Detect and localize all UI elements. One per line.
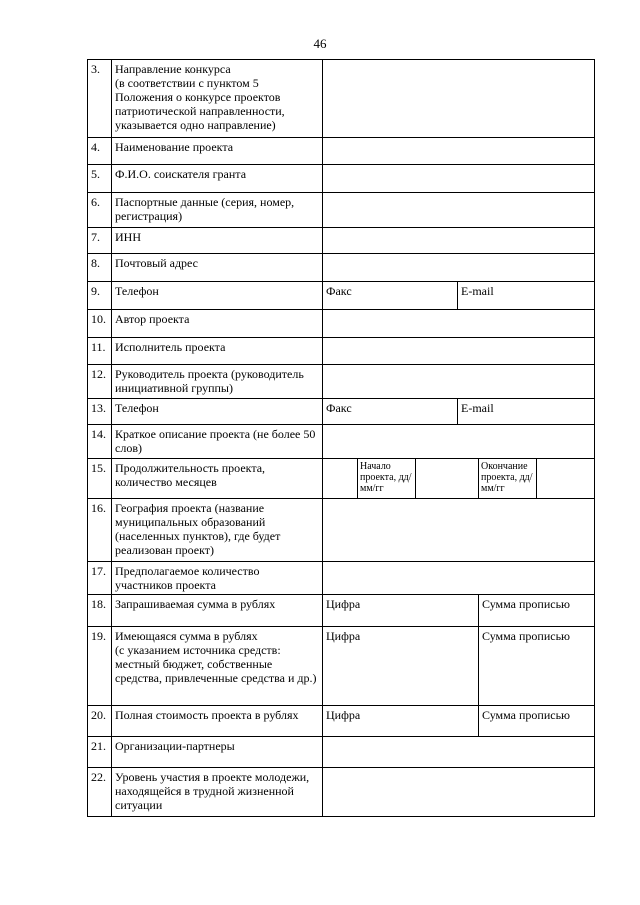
value-cell[interactable] <box>323 165 595 193</box>
row-number: 16. <box>88 499 112 562</box>
row-label: Продолжительность проекта, количество месяцев <box>112 459 323 499</box>
words-cell[interactable]: Сумма прописью <box>479 627 595 706</box>
row-label: ИНН <box>112 228 323 254</box>
value-cell[interactable] <box>323 138 595 165</box>
table-row <box>88 193 595 228</box>
value-cell[interactable] <box>323 425 595 459</box>
table-row <box>88 768 595 817</box>
row-number: 9. <box>88 282 112 310</box>
row-label: Краткое описание проекта (не более 50 слов) <box>112 425 323 459</box>
row-label: Телефон <box>112 282 323 310</box>
table-row <box>88 310 595 338</box>
row-label: Ф.И.О. соискателя гранта <box>112 165 323 193</box>
words-cell[interactable]: Сумма прописью <box>479 706 595 737</box>
fax-cell[interactable]: Факс <box>323 399 458 425</box>
value-cell[interactable] <box>416 459 479 499</box>
page-number: 46 <box>313 36 327 51</box>
row-number: 14. <box>88 425 112 459</box>
row-number: 12. <box>88 365 112 399</box>
email-cell[interactable]: E-mail <box>458 399 595 425</box>
row-number: 15. <box>88 459 112 499</box>
table-row <box>88 627 595 706</box>
value-cell[interactable] <box>537 459 595 499</box>
table-row <box>88 60 595 138</box>
value-cell[interactable] <box>323 310 595 338</box>
row-label: Наименование проекта <box>112 138 323 165</box>
value-cell[interactable] <box>323 365 595 399</box>
row-number: 10. <box>88 310 112 338</box>
row-label: Паспортные данные (серия, номер, регистрация) <box>112 193 323 228</box>
words-cell[interactable]: Сумма прописью <box>479 595 595 627</box>
row-label: Направление конкурса (в соответствии с пунктом 5 Положения о конкурсе проектов патриотической направленности, указывается одно направление) <box>112 60 323 138</box>
table-row <box>88 459 595 499</box>
row-number: 18. <box>88 595 112 627</box>
digits-cell[interactable]: Цифра <box>323 706 479 737</box>
table-row <box>88 425 595 459</box>
row-label: Имеющаяся сумма в рублях (с указанием источника средств: местный бюджет, собственные средства, привлеченные средства и др.) <box>112 627 323 706</box>
row-number: 20. <box>88 706 112 737</box>
start-date-cell[interactable]: Начало проекта, дд/мм/гг <box>358 459 416 499</box>
table-row <box>88 228 595 254</box>
row-label: Предполагаемое количество участников проекта <box>112 562 323 595</box>
row-number: 6. <box>88 193 112 228</box>
row-number: 11. <box>88 338 112 365</box>
row-number: 17. <box>88 562 112 595</box>
digits-cell[interactable]: Цифра <box>323 627 479 706</box>
email-cell[interactable]: E-mail <box>458 282 595 310</box>
row-label: Полная стоимость проекта в рублях <box>112 706 323 737</box>
value-cell[interactable] <box>323 562 595 595</box>
row-number: 7. <box>88 228 112 254</box>
row-label: Руководитель проекта (руководитель инициативной группы) <box>112 365 323 399</box>
table-row <box>88 706 595 737</box>
row-label: Уровень участия в проекте молодежи, находящейся в трудной жизненной ситуации <box>112 768 323 817</box>
row-label: Исполнитель проекта <box>112 338 323 365</box>
value-cell[interactable] <box>323 737 595 768</box>
row-label: Запрашиваемая сумма в рублях <box>112 595 323 627</box>
row-number: 3. <box>88 60 112 138</box>
row-label: География проекта (название муниципальных образований (населенных пунктов), где будет реализован проект) <box>112 499 323 562</box>
value-cell[interactable] <box>323 768 595 817</box>
table-row <box>88 138 595 165</box>
end-date-cell[interactable]: Окончание проекта, дд/мм/гг <box>479 459 537 499</box>
value-cell[interactable] <box>323 228 595 254</box>
row-number: 22. <box>88 768 112 817</box>
table-row <box>88 399 595 425</box>
table-row <box>88 499 595 562</box>
digits-cell[interactable]: Цифра <box>323 595 479 627</box>
table-row <box>88 562 595 595</box>
value-cell[interactable] <box>323 338 595 365</box>
table-row <box>88 165 595 193</box>
value-cell[interactable] <box>323 193 595 228</box>
table-row <box>88 282 595 310</box>
row-number: 21. <box>88 737 112 768</box>
row-number: 5. <box>88 165 112 193</box>
application-form-table <box>87 59 595 817</box>
table-row <box>88 365 595 399</box>
row-label: Автор проекта <box>112 310 323 338</box>
table-row <box>88 338 595 365</box>
value-cell[interactable] <box>323 459 358 499</box>
table-row <box>88 254 595 282</box>
table-row <box>88 595 595 627</box>
value-cell[interactable] <box>323 60 595 138</box>
value-cell[interactable] <box>323 254 595 282</box>
row-number: 4. <box>88 138 112 165</box>
row-label: Телефон <box>112 399 323 425</box>
row-number: 19. <box>88 627 112 706</box>
row-number: 8. <box>88 254 112 282</box>
row-number: 13. <box>88 399 112 425</box>
fax-cell[interactable]: Факс <box>323 282 458 310</box>
value-cell[interactable] <box>323 499 595 562</box>
row-label: Организации-партнеры <box>112 737 323 768</box>
row-label: Почтовый адрес <box>112 254 323 282</box>
table-row <box>88 737 595 768</box>
